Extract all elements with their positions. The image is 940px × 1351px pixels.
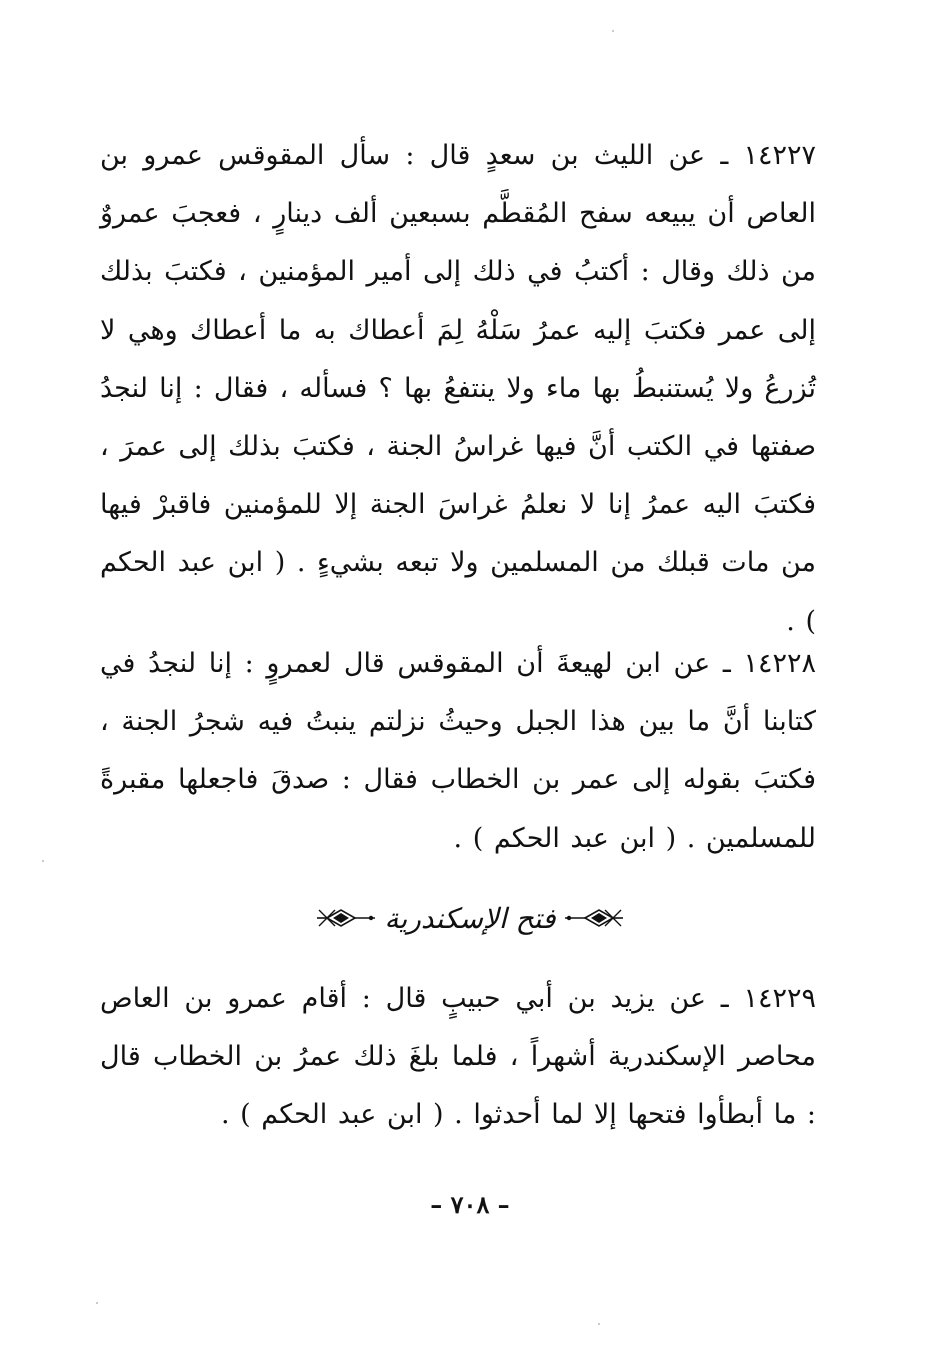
hadith-number: ١٤٢٢٧ xyxy=(743,140,816,171)
section-title: فتح الإسكندرية xyxy=(384,901,556,935)
hadith-number: ١٤٢٢٩ xyxy=(743,983,816,1014)
scan-speck xyxy=(598,1323,600,1325)
scan-speck xyxy=(612,30,614,32)
hadith-paragraph-14229 xyxy=(100,970,816,1145)
hadith-text: ـ عن ابن لهيعةَ أن المقوقس قال لعمروٍ : إنا لنجدُ في كتابنا أنَّ ما بين هذا الجبل وحيثُ نزلتم ينبتُ فيه شجرُ الجنة ، فكتبَ بقوله إلى عمر بن الخطاب فقال : صدقَ فاجعلها مقبرةً للمسلمين . ( ابن عبد الحكم ) . xyxy=(100,648,816,854)
scan-speck xyxy=(42,860,44,862)
scan-speck xyxy=(96,1302,98,1304)
hadith-text: ـ عن الليث بن سعدٍ قال : سأل المقوقس عمرو بن العاص أن يبيعه سفح المُقطَّم بسبعين ألف دينارٍ ، فعجبَ عمروٌ من ذلك وقال : أكتبُ في ذلك إلى أمير المؤمنين ، فكتبَ بذلك إلى عمر فكتبَ إليه عمرُ سَلْهُ لِمَ أعطاك به ما أعطاك وهي لا تُزرعُ ولا يُستنبطُ بها ماء ولا ينتفعُ بها ؟ فسأله ، فقال : إنا لنجدُ صفتها في الكتب أنَّ فيها غراسُ الجنة ، فكتبَ بذلك إلى عمرَ ، فكتبَ اليه عمرُ إنا لا نعلمُ غراسَ الجنة إلا للمؤمنين فاقبرْ فيها من مات قبلك من المسلمين ولا تبعه بشيءٍ . ( ابن عبد الحكم ) . xyxy=(100,140,816,637)
hadith-number: ١٤٢٢٨ xyxy=(743,648,816,679)
section-heading xyxy=(0,893,940,943)
right-ornament-icon xyxy=(565,907,623,929)
hadith-text: ـ عن يزيد بن أبي حبيبٍ قال : أقام عمرو بن العاص محاصر الإسكندرية أشهراً ، فلما بلغَ ذلك عمرُ بن الخطاب قال : ما أبطأوا فتحها إلا لما أحدثوا . ( ابن عبد الحكم ) . xyxy=(100,983,816,1131)
hadith-paragraph-14227 xyxy=(100,127,816,651)
page-number: – ٧٠٨ – xyxy=(430,1190,510,1219)
left-ornament-icon xyxy=(317,907,375,929)
hadith-paragraph-14228 xyxy=(100,635,816,868)
